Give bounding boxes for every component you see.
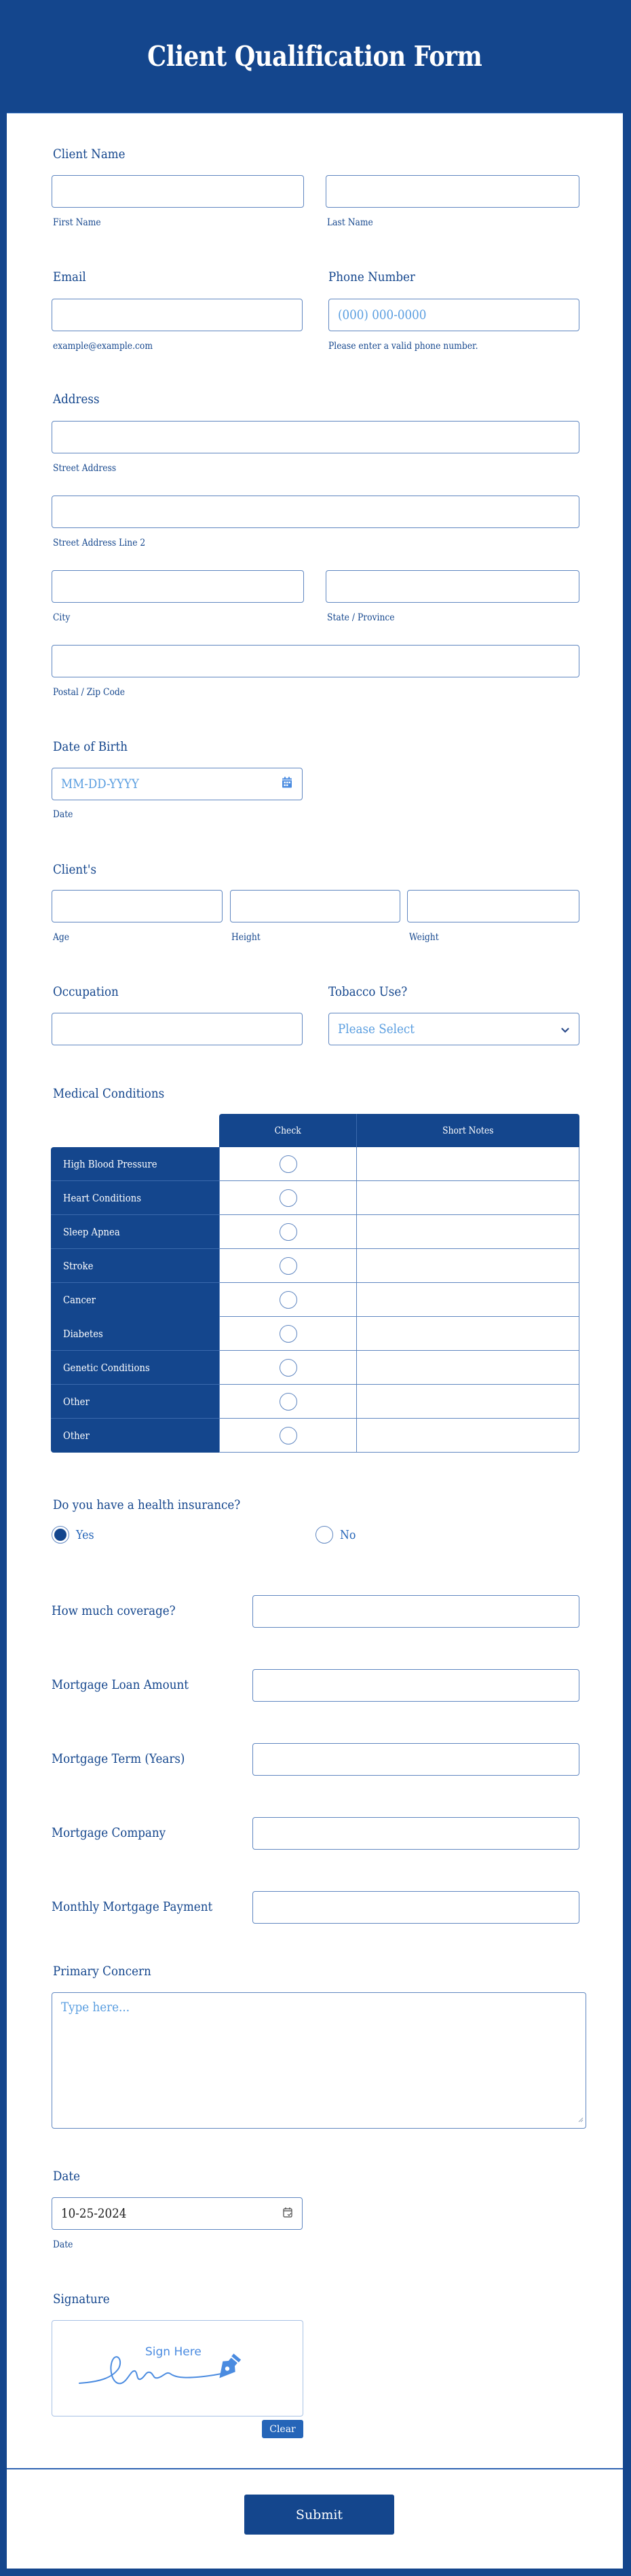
age-input[interactable] xyxy=(52,890,223,922)
medical-notes-input[interactable] xyxy=(357,1419,579,1453)
medical-check-cell[interactable] xyxy=(219,1147,357,1181)
medical-check-cell[interactable] xyxy=(219,1317,357,1351)
mortgage-loan-input[interactable] xyxy=(252,1669,579,1702)
mortgage-term-label: Mortgage Term (Years) xyxy=(52,1751,185,1766)
check-radio[interactable] xyxy=(280,1393,297,1411)
first-name-sublabel: First Name xyxy=(53,217,101,228)
resize-handle-icon[interactable] xyxy=(578,2111,584,2126)
medical-notes-input[interactable] xyxy=(357,1249,579,1283)
tobacco-label: Tobacco Use? xyxy=(328,984,408,999)
health-insurance-label: Do you have a health insurance? xyxy=(53,1497,241,1512)
medical-notes-input[interactable] xyxy=(357,1385,579,1419)
medical-check-cell[interactable] xyxy=(219,1419,357,1453)
submit-button[interactable]: Submit xyxy=(244,2495,394,2535)
col-header-label: Short Notes xyxy=(442,1125,494,1136)
medical-notes-input[interactable] xyxy=(357,1351,579,1385)
form-page xyxy=(7,0,623,2569)
dob-sublabel: Date xyxy=(53,809,73,820)
medical-conditions-label: Medical Conditions xyxy=(53,1086,165,1101)
signature-pad[interactable] xyxy=(52,2320,303,2416)
tobacco-select[interactable] xyxy=(328,1013,579,1045)
state-sublabel: State / Province xyxy=(327,612,395,623)
medical-row-label: Cancer xyxy=(51,1283,219,1317)
mortgage-company-input[interactable] xyxy=(252,1817,579,1850)
medical-row-label: High Blood Pressure xyxy=(51,1147,219,1181)
first-name-input[interactable] xyxy=(52,175,304,208)
calendar-icon[interactable] xyxy=(282,777,292,792)
medical-row-label: Genetic Conditions xyxy=(51,1351,219,1385)
medical-row-label: Sleep Apnea xyxy=(51,1215,219,1249)
footer-divider xyxy=(7,2468,623,2469)
street-address-input[interactable] xyxy=(52,421,579,453)
medical-row-label: Heart Conditions xyxy=(51,1181,219,1215)
medical-row-label: Diabetes xyxy=(51,1317,219,1351)
postal-code-input[interactable] xyxy=(52,645,579,677)
medical-notes-input[interactable] xyxy=(357,1215,579,1249)
client-name-label: Client Name xyxy=(53,147,126,162)
radio-unselected[interactable] xyxy=(316,1526,333,1544)
height-input[interactable] xyxy=(230,890,400,922)
height-sublabel: Height xyxy=(231,932,261,943)
medical-check-cell[interactable] xyxy=(219,1385,357,1419)
medical-col-header-notes xyxy=(357,1114,579,1147)
monthly-payment-label: Monthly Mortgage Payment xyxy=(52,1899,213,1914)
date-value: 10-25-2024 xyxy=(61,2206,127,2221)
check-radio[interactable] xyxy=(280,1359,297,1377)
chevron-down-icon xyxy=(561,1022,569,1037)
street-address-line2-sublabel: Street Address Line 2 xyxy=(53,538,146,548)
last-name-input[interactable] xyxy=(326,175,579,208)
clients-label: Client's xyxy=(53,862,97,877)
street-address-sublabel: Street Address xyxy=(53,463,117,474)
date-sublabel: Date xyxy=(53,2239,73,2250)
signature-pen-icon xyxy=(78,2348,275,2389)
age-sublabel: Age xyxy=(53,932,70,943)
sign-here-prompt: Sign Here xyxy=(145,2345,202,2359)
health-insurance-option-no[interactable] xyxy=(316,1526,358,1544)
medical-check-cell[interactable] xyxy=(219,1283,357,1317)
medical-col-header-check xyxy=(219,1114,357,1147)
form-header xyxy=(7,0,623,113)
email-input[interactable] xyxy=(52,299,303,331)
primary-concern-placeholder: Type here... xyxy=(61,2000,130,2015)
check-radio[interactable] xyxy=(280,1223,297,1241)
form-title: Client Qualification Form xyxy=(147,40,482,73)
radio-selected[interactable] xyxy=(52,1526,69,1544)
address-label: Address xyxy=(53,392,100,407)
signature-label: Signature xyxy=(53,2292,110,2307)
calendar-check-icon[interactable] xyxy=(283,2206,292,2221)
occupation-label: Occupation xyxy=(53,984,119,999)
col-header-label: Check xyxy=(274,1125,301,1136)
medical-notes-input[interactable] xyxy=(357,1147,579,1181)
state-input[interactable] xyxy=(326,570,579,603)
medical-notes-input[interactable] xyxy=(357,1181,579,1215)
medical-check-cell[interactable] xyxy=(219,1249,357,1283)
medical-row-label: Other xyxy=(51,1385,219,1419)
dob-placeholder: MM-DD-YYYY xyxy=(61,777,139,791)
mortgage-loan-label: Mortgage Loan Amount xyxy=(52,1677,189,1692)
medical-row-label: Other xyxy=(51,1419,219,1453)
phone-sublabel: Please enter a valid phone number. xyxy=(328,341,478,352)
check-radio[interactable] xyxy=(280,1257,297,1275)
phone-placeholder: (000) 000-0000 xyxy=(338,307,427,322)
coverage-label: How much coverage? xyxy=(52,1603,176,1618)
date-input[interactable] xyxy=(52,2197,303,2230)
medical-check-cell[interactable] xyxy=(219,1351,357,1385)
option-label: Yes xyxy=(76,1527,94,1542)
tobacco-selected-value: Please Select xyxy=(338,1022,415,1037)
medical-check-cell[interactable] xyxy=(219,1215,357,1249)
city-sublabel: City xyxy=(53,612,71,623)
primary-concern-label: Primary Concern xyxy=(53,1964,151,1979)
check-radio[interactable] xyxy=(280,1155,297,1173)
mortgage-company-label: Mortgage Company xyxy=(52,1825,166,1840)
primary-concern-textarea[interactable] xyxy=(52,1992,586,2129)
dob-input[interactable] xyxy=(52,768,303,800)
medical-check-cell[interactable] xyxy=(219,1181,357,1215)
coverage-input[interactable] xyxy=(252,1595,579,1628)
check-radio[interactable] xyxy=(280,1325,297,1343)
medical-row-label: Stroke xyxy=(51,1249,219,1283)
dob-label: Date of Birth xyxy=(53,739,128,754)
date-label: Date xyxy=(53,2169,80,2184)
check-radio[interactable] xyxy=(280,1189,297,1207)
phone-label: Phone Number xyxy=(328,269,415,284)
phone-input[interactable] xyxy=(328,299,579,331)
mortgage-term-input[interactable] xyxy=(252,1743,579,1776)
weight-input[interactable] xyxy=(407,890,579,922)
medical-notes-input[interactable] xyxy=(357,1317,579,1351)
option-label: No xyxy=(340,1527,356,1542)
clear-signature-button[interactable]: Clear xyxy=(262,2420,303,2438)
weight-sublabel: Weight xyxy=(409,932,439,943)
postal-code-sublabel: Postal / Zip Code xyxy=(53,687,126,698)
email-sublabel: example@example.com xyxy=(53,341,153,352)
check-radio[interactable] xyxy=(280,1427,297,1444)
medical-notes-input[interactable] xyxy=(357,1283,579,1317)
street-address-line2-input[interactable] xyxy=(52,496,579,528)
last-name-sublabel: Last Name xyxy=(327,217,373,228)
check-radio[interactable] xyxy=(280,1291,297,1309)
health-insurance-option-yes[interactable] xyxy=(52,1526,96,1544)
monthly-payment-input[interactable] xyxy=(252,1891,579,1924)
occupation-input[interactable] xyxy=(52,1013,303,1045)
email-label: Email xyxy=(53,269,86,284)
city-input[interactable] xyxy=(52,570,304,603)
